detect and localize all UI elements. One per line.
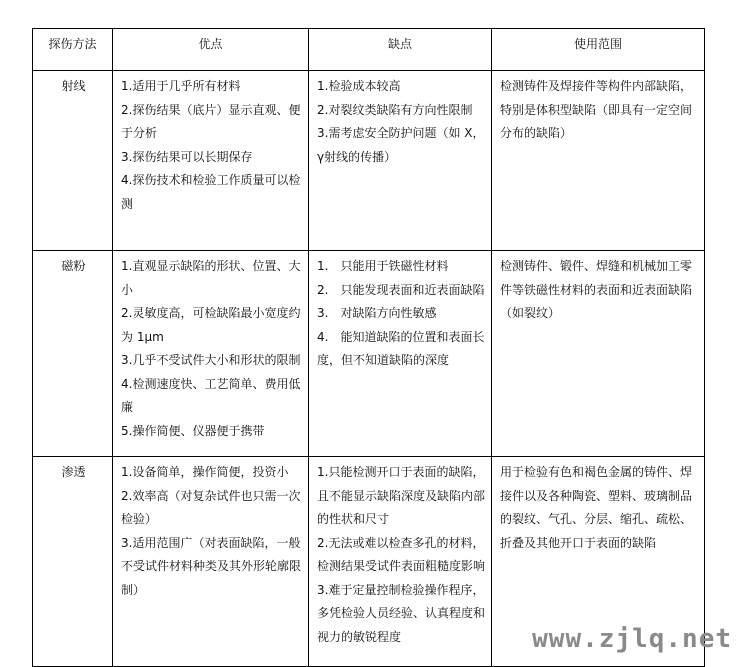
advantage-item: 3.探伤结果可以长期保存	[121, 149, 253, 164]
disadvantage-item: 2.对裂纹类缺陷有方向性限制	[317, 102, 473, 117]
advantage-item: 1.适用于几乎所有材料	[121, 79, 241, 93]
disadvantage-item: 1.只能检测开口于表面的缺陷，且不能显示缺陷深度及缺陷内部的性状和尺寸	[317, 465, 486, 526]
disadvantage-item: 2.无法或难以检查多孔的材料，检测结果受试件表面粗糙度影响	[317, 535, 486, 573]
disadvantage-item: 1. 只能用于铁磁性材料	[317, 259, 449, 273]
disadvantage-item: 1.检验成本较高	[317, 79, 401, 93]
table-row	[33, 251, 705, 457]
header-method: 探伤方法	[33, 29, 113, 71]
advantages-cell	[113, 71, 309, 251]
advantage-item: 2.探伤结果（底片）显示直观、便于分析	[121, 102, 301, 140]
table-row	[33, 71, 705, 251]
advantage-item: 3.适用范围广（对表面缺陷，一般不受试件材料种类及其外形轮廓限制）	[121, 535, 302, 597]
advantage-item: 5.操作简便、仪器便于携带	[121, 423, 265, 438]
advantage-item: 2.效率高（对复杂试件也只需一次检验）	[121, 488, 301, 526]
method-cell: 磁粉	[33, 251, 113, 457]
header-row	[33, 29, 705, 71]
disadvantage-item: 3. 对缺陷方向性敏感	[317, 306, 437, 320]
ndt-comparison-table	[32, 28, 705, 667]
advantage-item: 4.探伤技术和检验工作质量可以检测	[121, 173, 301, 211]
disadvantage-item: 3.需考虑安全防护问题（如 X，γ射线的传播）	[317, 126, 485, 164]
advantage-item: 3.几乎不受试件大小和形状的限制	[121, 353, 301, 367]
disadvantage-item: 3.难于定量控制检验操作程序，多凭检验人员经验、认真程度和视力的敏锐程度	[317, 582, 486, 644]
scope-cell: 检测铸件及焊接件等构件内部缺陷，特别是体积型缺陷（即具有一定空间分布的缺陷）	[492, 71, 705, 251]
header-scope: 使用范围	[492, 29, 705, 71]
method-cell: 渗透	[33, 457, 113, 667]
disadvantages-cell	[309, 71, 492, 251]
method-cell: 射线	[33, 71, 113, 251]
site-watermark: www.zjlq.net	[532, 624, 732, 654]
scope-cell: 用于检验有色和褐色金属的铸件、焊接件以及各种陶瓷、塑料、玻璃制品的裂纹、气孔、分层、缩孔、疏松、折叠及其他开口于表面的缺陷	[492, 457, 705, 667]
disadvantage-item: 2. 只能发现表面和近表面缺陷	[317, 282, 485, 297]
scope-cell: 检测铸件、锻件、焊缝和机械加工零件等铁磁性材料的表面和近表面缺陷（如裂纹）	[492, 251, 705, 457]
advantage-item: 4.检测速度快、工艺简单、费用低廉	[121, 376, 301, 414]
disadvantage-item: 4. 能知道缺陷的位置和表面长度，但不知道缺陷的深度	[317, 329, 485, 367]
advantages-cell	[113, 251, 309, 457]
advantage-item: 2.灵敏度高，可检缺陷最小宽度约为 1μm	[121, 306, 301, 344]
advantages-cell	[113, 457, 309, 667]
advantage-item: 1.直观显示缺陷的形状、位置、大小	[121, 259, 301, 297]
header-advantages: 优点	[113, 29, 309, 71]
header-disadvantages: 缺点	[309, 29, 492, 71]
disadvantages-cell	[309, 457, 492, 667]
advantage-item: 1.设备简单，操作简便，投资小	[121, 465, 289, 479]
disadvantages-cell	[309, 251, 492, 457]
